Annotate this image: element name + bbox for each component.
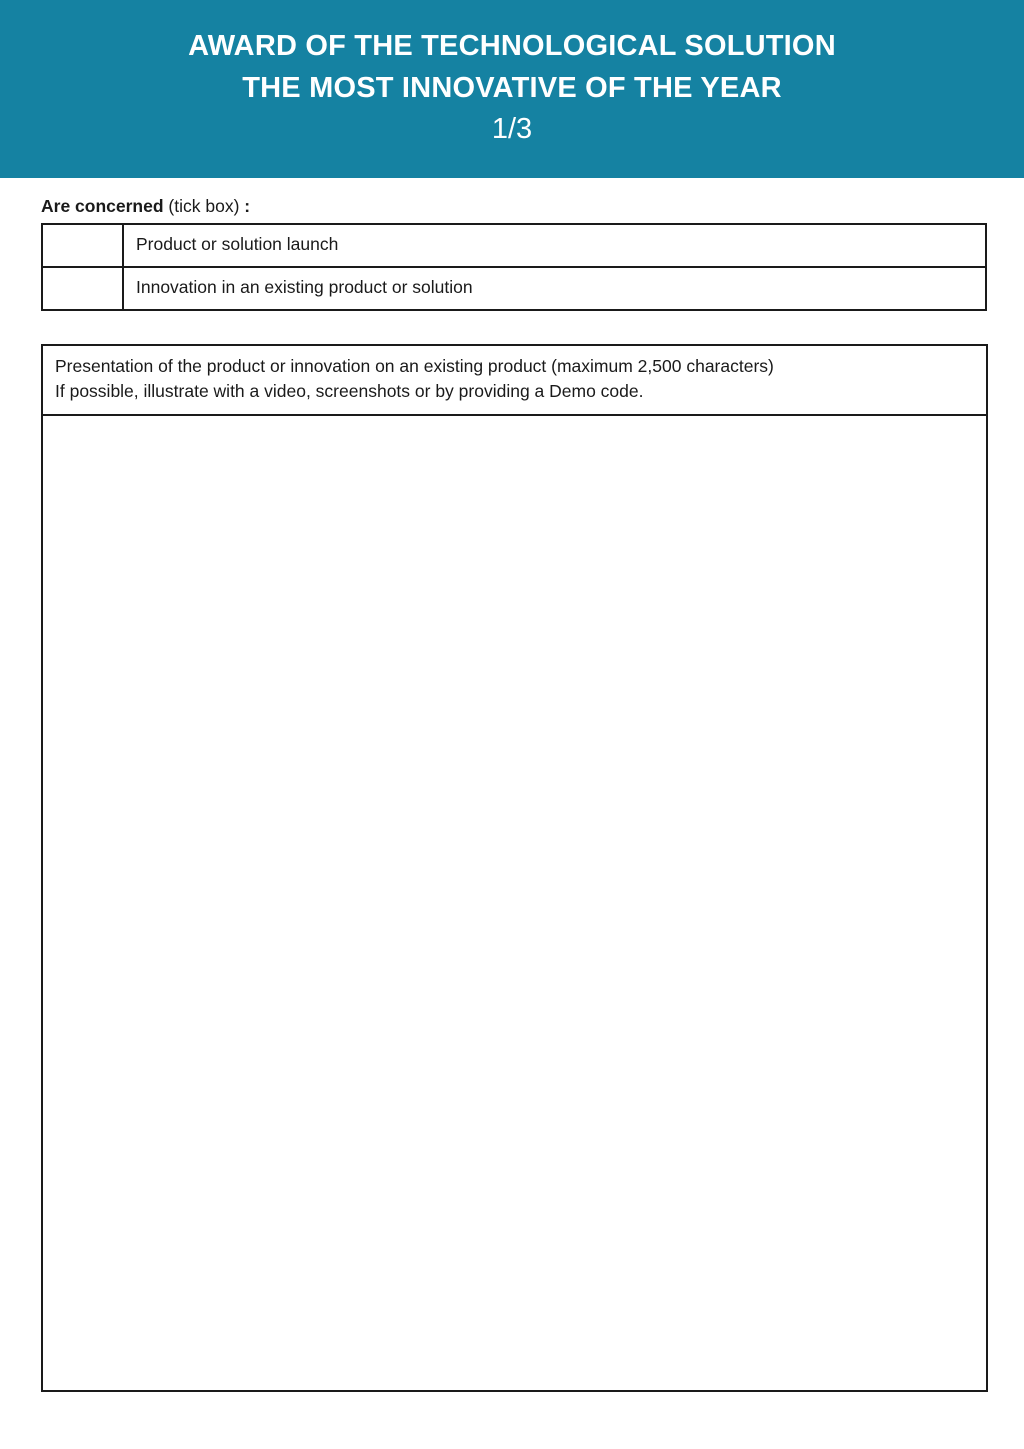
award-title-line-2: THE MOST INNOVATIVE OF THE YEAR [242,72,782,104]
presentation-title: Presentation of the product or innovation on an existing product (maximum 2,500 characters) [55,356,774,376]
concern-label [41,196,250,217]
concern-label-hint: (tick box) [163,196,245,216]
award-title-line-1: AWARD OF THE TECHNOLOGICAL SOLUTION [188,30,836,62]
page-indicator: 1/3 [491,113,533,145]
concern-options-table [41,223,987,311]
presentation-header [43,346,986,416]
concern-option-label: Innovation in an existing product or solution [136,277,473,297]
concern-option-cell [123,224,986,267]
presentation-instructions: If possible, illustrate with a video, screenshots or by providing a Demo code. [55,381,644,401]
concern-label-colon: : [244,196,251,216]
concern-option-cell [123,267,986,310]
concern-option-label: Product or solution launch [136,234,339,254]
concern-label-bold: Are concerned [41,196,164,216]
concern-option-row [42,224,986,267]
tick-box-innovation-existing[interactable] [42,267,123,310]
presentation-box [41,344,988,1392]
presentation-text-area[interactable] [43,418,986,1390]
concern-option-row [42,267,986,310]
tick-box-product-launch[interactable] [42,224,123,267]
header-banner [0,0,1024,178]
